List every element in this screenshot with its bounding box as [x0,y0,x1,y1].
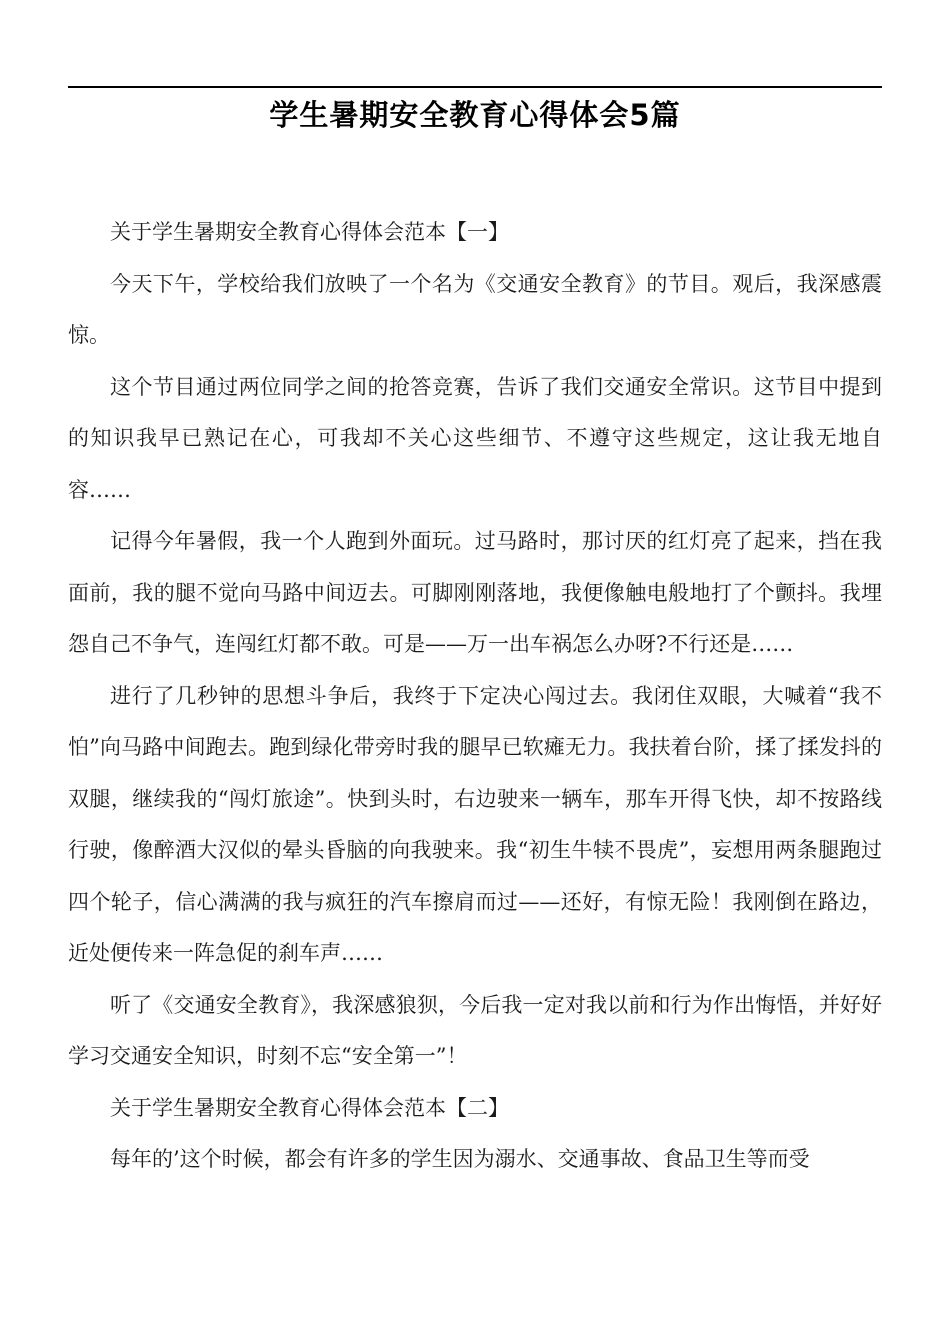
section-heading-2: 关于学生暑期安全教育心得体会范本【二】 [110,1095,509,1120]
paragraph: 这个节目通过两位同学之间的抢答竞赛，告诉了我们交通安全常识。这节目中提到的知识我早已熟记在心，可我却不关心这些细节、不遵守这些规定，这让我无地自容…… [68,374,882,502]
header-rule [68,86,882,88]
paragraph: 今天下午，学校给我们放映了一个名为《交通安全教育》的节目。观后，我深感震惊。 [68,271,882,347]
paragraph: 每年的’这个时候，都会有许多的学生因为溺水、交通事故、食品卫生等而受 [110,1147,810,1171]
paragraph: 听了《交通安全教育》，我深感狼狈，今后我一定对我以前和行为作出悔悟，并好好学习交通安全知识，时刻不忘“安全第一”！ [68,992,882,1068]
paragraph: 记得今年暑假，我一个人跑到外面玩。过马路时，那讨厌的红灯亮了起来，挡在我面前，我的腿不觉向马路中间迈去。可脚刚刚落地，我便像触电般地打了个颤抖。我埋怨自己不争气，连闯红灯都不敢。可是——万一出车祸怎么办呀?不行还是…… [68,529,882,656]
document-body [68,207,882,1186]
paragraph: 进行了几秒钟的思想斗争后，我终于下定决心闯过去。我闭住双眼，大喊着“我不怕”向马路中间跑去。跑到绿化带旁时我的腿早已软瘫无力。我扶着台阶，揉了揉发抖的双腿，继续我的“闯灯旅途”。快到头时，右边驶来一辆车，那车开得飞快，却不按路线行驶，像醉酒大汉似的晕头昏脑的向我驶来。我“初生牛犊不畏虎”，妄想用两条腿跑过四个轮子，信心满满的我与疯狂的汽车擦肩而过——还好，有惊无险！我刚倒在路边，近处便传来一阵急促的刹车声…… [68,683,882,965]
section-heading-1: 关于学生暑期安全教育心得体会范本【一】 [110,220,509,244]
document-title: 学生暑期安全教育心得体会5篇 [269,98,681,132]
